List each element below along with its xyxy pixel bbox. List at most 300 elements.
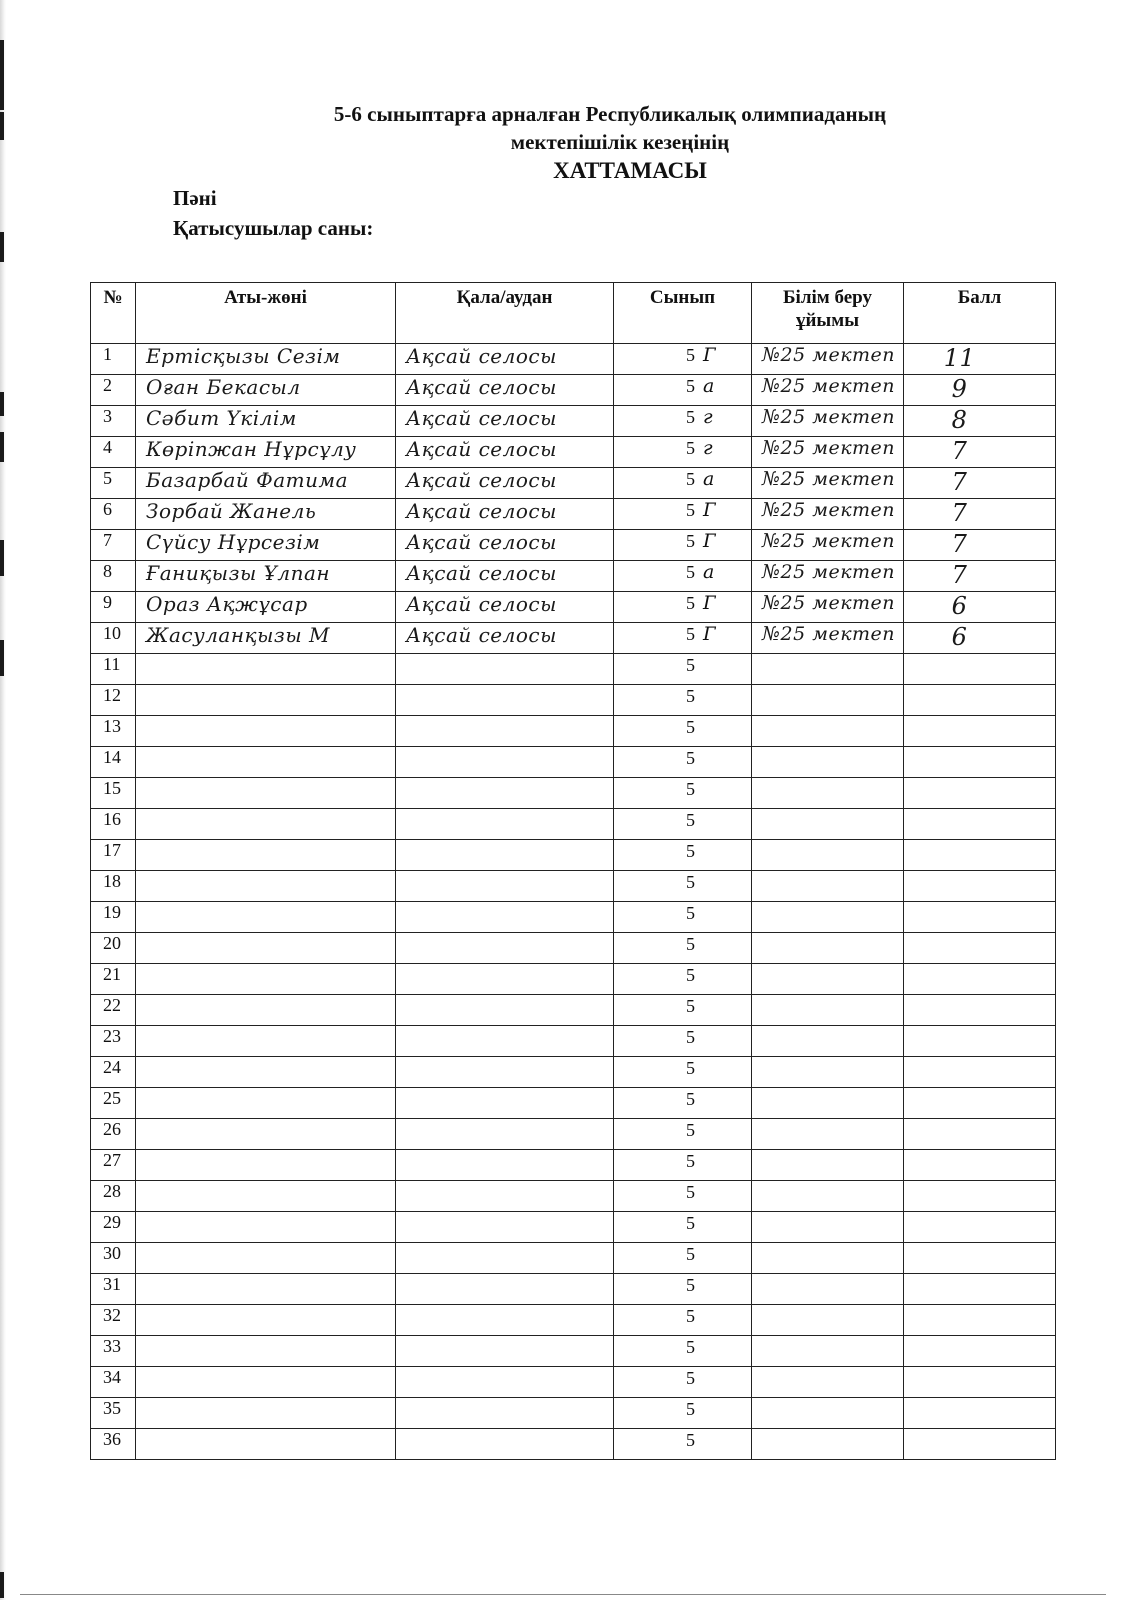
row-number: 10 [91,623,136,654]
grade-number: 5 [686,655,695,675]
participant-city: Ақсай селосы [396,375,614,406]
participant-city [396,1026,614,1057]
row-number: 24 [91,1057,136,1088]
participant-organization [752,685,904,716]
participant-organization [752,1119,904,1150]
row-number: 16 [91,809,136,840]
participant-grade [614,902,752,933]
participant-name: Зорбай Жанель [136,499,396,530]
participant-grade [614,1243,752,1274]
participant-score: 11 [904,344,1056,375]
participant-city: Ақсай селосы [396,530,614,561]
participant-grade [614,1274,752,1305]
grade-number: 5 [686,1182,695,1202]
participant-organization [752,995,904,1026]
participant-grade [614,1026,752,1057]
grade-letter: г [703,437,713,459]
table-row [91,1336,1056,1367]
participant-organization [752,964,904,995]
participant-city [396,1305,614,1336]
table-row [91,375,1056,406]
participant-organization [752,1088,904,1119]
scan-edge-mark [0,640,4,676]
row-number: 29 [91,1212,136,1243]
participant-name [136,654,396,685]
participant-score [904,1398,1056,1429]
row-number: 3 [91,406,136,437]
grade-number: 5 [686,1430,695,1450]
grade-number: 5 [686,841,695,861]
scan-edge-mark [0,112,4,140]
grade-letter: а [703,375,715,397]
participant-score [904,1057,1056,1088]
grade-number: 5 [686,345,695,365]
grade-number: 5 [686,624,695,644]
participant-score [904,1181,1056,1212]
participant-name: Сүйсу Нұрсезім [136,530,396,561]
participant-city: Ақсай селосы [396,344,614,375]
grade-number: 5 [686,1306,695,1326]
participant-grade [614,530,752,561]
participant-city [396,716,614,747]
participant-organization [752,933,904,964]
grade-letter: Г [703,623,716,645]
participant-city: Ақсай селосы [396,406,614,437]
participant-score [904,1088,1056,1119]
participant-score [904,871,1056,902]
participant-organization [752,1398,904,1429]
participant-city [396,747,614,778]
participant-name [136,964,396,995]
participant-grade [614,1305,752,1336]
participant-grade [614,623,752,654]
participant-name [136,840,396,871]
participant-organization [752,1274,904,1305]
grade-number: 5 [686,779,695,799]
table-row [91,1367,1056,1398]
participant-score: 6 [904,592,1056,623]
row-number: 25 [91,1088,136,1119]
participant-grade [614,1398,752,1429]
participant-city [396,1181,614,1212]
participant-city [396,1398,614,1429]
row-number: 8 [91,561,136,592]
participant-grade [614,654,752,685]
participant-score [904,716,1056,747]
participant-organization [752,1305,904,1336]
participant-score: 7 [904,561,1056,592]
table-row [91,592,1056,623]
row-number: 33 [91,1336,136,1367]
header-full-name: Аты-жөні [136,283,396,344]
participant-name [136,1398,396,1429]
participant-name: Ертісқызы Сезім [136,344,396,375]
grade-number: 5 [686,593,695,613]
table-row [91,623,1056,654]
participant-score [904,685,1056,716]
row-number: 30 [91,1243,136,1274]
grade-letter: Г [703,592,716,614]
row-number: 21 [91,964,136,995]
row-number: 14 [91,747,136,778]
title-line-2: мектепішілік кезеңінің [510,130,730,154]
participant-organization: №25 мектеп [752,592,904,623]
participant-score: 6 [904,623,1056,654]
participant-grade [614,840,752,871]
grade-number: 5 [686,1213,695,1233]
row-number: 18 [91,871,136,902]
participant-grade [614,778,752,809]
table-row [91,1212,1056,1243]
header-score: Балл [904,283,1056,344]
page-bottom-edge [20,1594,1106,1595]
scan-edge-mark [0,432,4,462]
participant-score [904,778,1056,809]
header-grade: Сынып [614,283,752,344]
row-number: 34 [91,1367,136,1398]
participant-name: Оған Бекасыл [136,375,396,406]
participant-score: 7 [904,468,1056,499]
participant-score: 7 [904,437,1056,468]
participant-grade [614,468,752,499]
participant-name [136,1367,396,1398]
row-number: 2 [91,375,136,406]
grade-number: 5 [686,996,695,1016]
participant-city: Ақсай селосы [396,561,614,592]
scan-edge-mark [0,392,4,416]
grade-number: 5 [686,872,695,892]
grade-number: 5 [686,1027,695,1047]
participant-organization [752,840,904,871]
participant-city [396,840,614,871]
participant-city [396,654,614,685]
participant-city [396,1088,614,1119]
participant-city [396,1367,614,1398]
participant-name [136,1026,396,1057]
participant-score: 7 [904,530,1056,561]
grade-number: 5 [686,500,695,520]
participant-name: Базарбай Фатима [136,468,396,499]
table-row [91,1119,1056,1150]
row-number: 23 [91,1026,136,1057]
participant-grade [614,1367,752,1398]
row-number: 32 [91,1305,136,1336]
table-row [91,344,1056,375]
participant-grade [614,592,752,623]
participant-organization: №25 мектеп [752,406,904,437]
participant-city [396,1274,614,1305]
participant-grade [614,375,752,406]
table-row [91,654,1056,685]
participant-name [136,747,396,778]
participant-score [904,809,1056,840]
participant-organization [752,1026,904,1057]
participant-grade [614,685,752,716]
participant-grade [614,344,752,375]
participant-grade [614,561,752,592]
participant-organization [752,902,904,933]
participant-name [136,1336,396,1367]
participant-grade [614,933,752,964]
scan-edge-mark [0,1572,4,1598]
participant-grade [614,1429,752,1460]
participant-city [396,995,614,1026]
grade-number: 5 [686,376,695,396]
participant-organization [752,1057,904,1088]
participant-grade [614,964,752,995]
grade-letter: Г [703,499,716,521]
participant-score [904,1336,1056,1367]
participant-name [136,809,396,840]
header-number: № [91,283,136,344]
participant-name [136,902,396,933]
grade-letter: а [703,561,715,583]
participant-score [904,1429,1056,1460]
participant-organization [752,778,904,809]
row-number: 11 [91,654,136,685]
row-number: 9 [91,592,136,623]
participant-city [396,933,614,964]
participant-name [136,1243,396,1274]
participant-grade [614,747,752,778]
participant-score [904,1150,1056,1181]
table-row [91,1150,1056,1181]
table-row [91,902,1056,933]
participant-city: Ақсай селосы [396,592,614,623]
grade-letter: г [703,406,713,428]
scan-edge-mark [0,540,4,576]
grade-number: 5 [686,562,695,582]
participant-organization: №25 мектеп [752,344,904,375]
participant-grade [614,1181,752,1212]
participant-name [136,1119,396,1150]
participant-organization [752,654,904,685]
participant-name: Ораз Ақжұсар [136,592,396,623]
participant-organization: №25 мектеп [752,561,904,592]
row-number: 13 [91,716,136,747]
participant-name [136,685,396,716]
table-row [91,716,1056,747]
participant-city [396,1057,614,1088]
row-number: 26 [91,1119,136,1150]
participant-organization: №25 мектеп [752,530,904,561]
grade-number: 5 [686,1120,695,1140]
participant-score [904,1305,1056,1336]
participant-city: Ақсай селосы [396,499,614,530]
participant-name [136,716,396,747]
participant-name: Сәбит Үкілім [136,406,396,437]
participant-organization [752,1212,904,1243]
row-number: 19 [91,902,136,933]
participant-grade [614,406,752,437]
participant-name [136,1181,396,1212]
table-row [91,1398,1056,1429]
participant-organization [752,809,904,840]
participant-organization [752,1243,904,1274]
table-row [91,747,1056,778]
participants-count-label: Қатысушылар саны: [173,216,374,240]
grade-number: 5 [686,1275,695,1295]
participant-grade [614,1057,752,1088]
participant-name: Ғаниқызы Ұлпан [136,561,396,592]
participant-grade [614,1336,752,1367]
participant-score [904,1367,1056,1398]
participant-score [904,1212,1056,1243]
table-row [91,530,1056,561]
participant-city [396,902,614,933]
participant-organization: №25 мектеп [752,499,904,530]
grade-number: 5 [686,469,695,489]
table-row [91,1305,1056,1336]
participant-organization [752,747,904,778]
participant-grade [614,1088,752,1119]
participant-score [904,654,1056,685]
row-number: 5 [91,468,136,499]
table-row [91,1429,1056,1460]
table-row [91,1057,1056,1088]
scan-edge-mark [0,40,4,110]
grade-letter: Г [703,530,716,552]
table-row [91,561,1056,592]
grade-number: 5 [686,1089,695,1109]
participant-score [904,1119,1056,1150]
table-row [91,809,1056,840]
row-number: 1 [91,344,136,375]
participant-score [904,1243,1056,1274]
scan-edge-mark [0,232,4,262]
grade-number: 5 [686,407,695,427]
participant-name [136,995,396,1026]
participant-organization [752,1336,904,1367]
participant-grade [614,437,752,468]
participant-name [136,933,396,964]
participant-organization [752,871,904,902]
row-number: 6 [91,499,136,530]
table-row [91,840,1056,871]
row-number: 22 [91,995,136,1026]
grade-number: 5 [686,1058,695,1078]
table-row [91,499,1056,530]
row-number: 17 [91,840,136,871]
participant-grade [614,995,752,1026]
participant-organization: №25 мектеп [752,437,904,468]
participant-grade [614,1119,752,1150]
participant-grade [614,1212,752,1243]
participant-score [904,995,1056,1026]
grade-number: 5 [686,1151,695,1171]
participant-city [396,871,614,902]
participant-score [904,902,1056,933]
subject-label: Пәні [173,186,217,210]
participant-grade [614,499,752,530]
participant-score [904,1274,1056,1305]
grade-number: 5 [686,1244,695,1264]
table-row [91,1026,1056,1057]
table-row [91,995,1056,1026]
grade-number: 5 [686,1337,695,1357]
title-line-1: 5-6 сыныптарға арналған Республикалық олимпиаданың [333,102,887,126]
participant-city [396,964,614,995]
participant-organization [752,1150,904,1181]
row-number: 31 [91,1274,136,1305]
participant-grade [614,1150,752,1181]
grade-number: 5 [686,1399,695,1419]
grade-number: 5 [686,748,695,768]
grade-number: 5 [686,438,695,458]
grade-number: 5 [686,810,695,830]
participant-organization [752,1429,904,1460]
table-row [91,437,1056,468]
grade-number: 5 [686,531,695,551]
row-number: 35 [91,1398,136,1429]
participant-organization: №25 мектеп [752,375,904,406]
participant-score [904,964,1056,995]
grade-number: 5 [686,903,695,923]
participant-grade [614,809,752,840]
row-number: 12 [91,685,136,716]
participant-city [396,1212,614,1243]
row-number: 15 [91,778,136,809]
participant-organization [752,716,904,747]
participant-score: 9 [904,375,1056,406]
participant-city [396,1429,614,1460]
table-row [91,468,1056,499]
participant-name [136,778,396,809]
participant-name [136,1429,396,1460]
participant-city: Ақсай селосы [396,468,614,499]
participant-grade [614,871,752,902]
participant-score [904,1026,1056,1057]
table-row [91,933,1056,964]
grade-number: 5 [686,1368,695,1388]
participant-name [136,1212,396,1243]
row-number: 7 [91,530,136,561]
row-number: 28 [91,1181,136,1212]
grade-number: 5 [686,717,695,737]
table-row [91,871,1056,902]
row-number: 36 [91,1429,136,1460]
participant-organization [752,1367,904,1398]
table-row [91,1274,1056,1305]
row-number: 4 [91,437,136,468]
row-number: 20 [91,933,136,964]
participant-name [136,1088,396,1119]
participant-city: Ақсай селосы [396,623,614,654]
participant-name: Жасуланқызы М [136,623,396,654]
participant-grade [614,716,752,747]
table-row [91,1181,1056,1212]
table-header-row [91,283,1056,344]
table-row [91,1243,1056,1274]
grade-number: 5 [686,686,695,706]
participant-city [396,1243,614,1274]
participant-score: 8 [904,406,1056,437]
table-row [91,406,1056,437]
participant-city [396,809,614,840]
participant-name [136,1057,396,1088]
participant-score [904,933,1056,964]
grade-number: 5 [686,965,695,985]
participant-organization: №25 мектеп [752,623,904,654]
participant-city: Ақсай селосы [396,437,614,468]
participant-score [904,747,1056,778]
participant-city [396,685,614,716]
grade-number: 5 [686,934,695,954]
header-city-district: Қала/аудан [396,283,614,344]
participant-score: 7 [904,499,1056,530]
results-table [90,282,1056,1460]
participant-city [396,1150,614,1181]
